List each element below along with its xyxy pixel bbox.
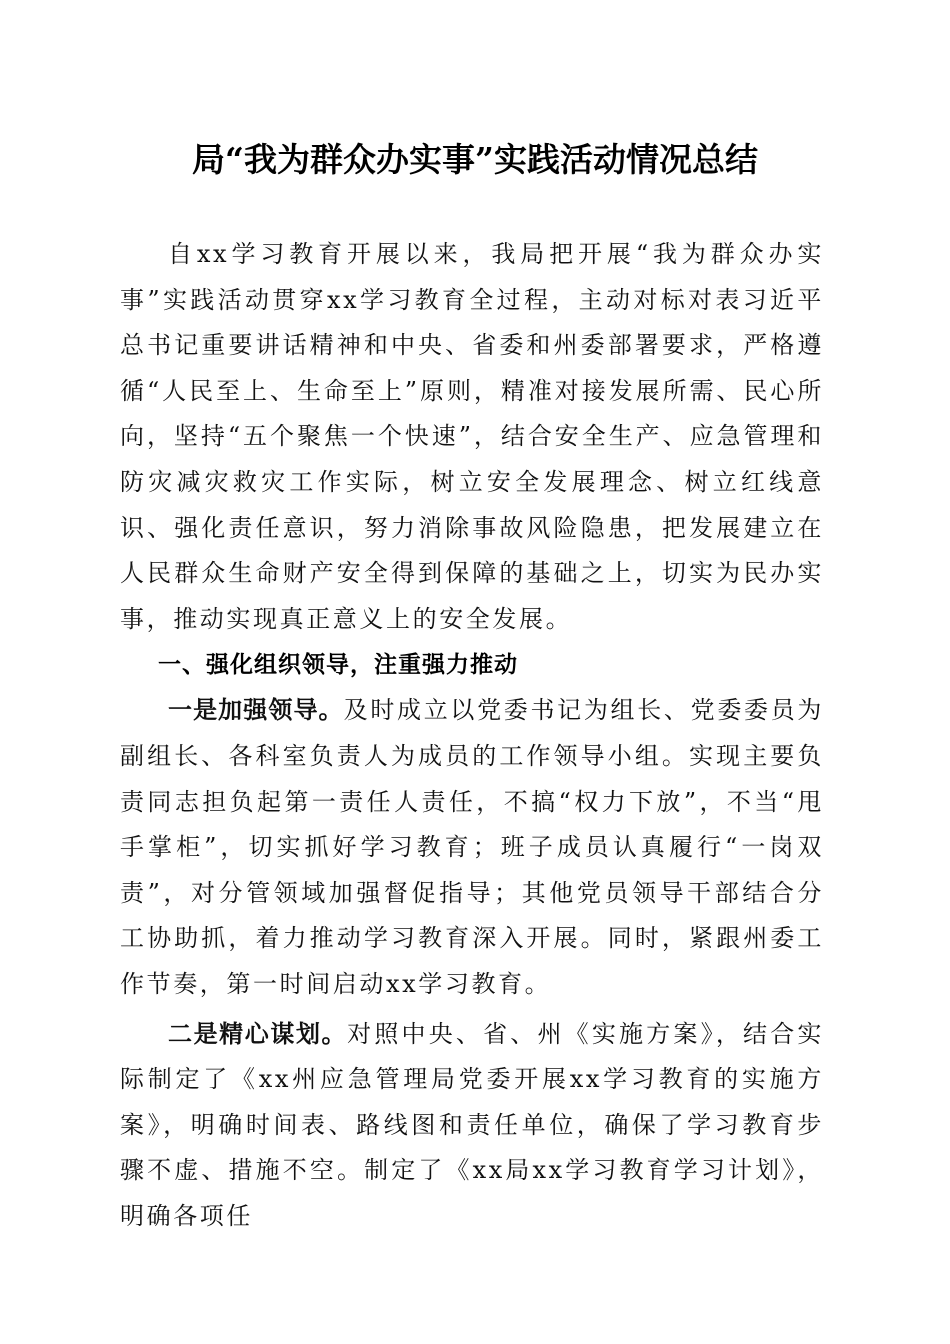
document-title: 局“我为群众办实事”实践活动情况总结 xyxy=(192,140,758,179)
paragraph-lead: 二是精心谋划。 xyxy=(168,1019,348,1048)
section-paragraph-2 xyxy=(120,1012,824,1240)
section-paragraph-1 xyxy=(120,688,824,1007)
paragraph-lead: 一是加强领导。 xyxy=(168,696,344,725)
paragraph-text: 对照中央、省、州《实施方案》，结合实际制定了《xx州应急管理局党委开展xx学习教育的实施方案》，明确时间表、路线图和责任单位，确保了学习教育步骤不虚、措施不空。制定了《xx局xx学习教育学习计划》，明确各项任 xyxy=(120,1019,824,1230)
paragraph-text: 及时成立以党委书记为组长、党委委员为副组长、各科室负责人为成员的工作领导小组。实现主要负责同志担负起第一责任人责任，不搞“权力下放”，不当“甩手掌柜”，切实抓好学习教育；班子成员认真履行“一岗双责”，对分管领域加强督促指导；其他党员领导干部结合分工协助抓，着力推动学习教育深入开展。同时，紧跟州委工作节奏，第一时间启动xx学习教育。 xyxy=(120,696,824,998)
intro-paragraph: 自xx学习教育开展以来，我局把开展“我为群众办实事”实践活动贯穿xx学习教育全过程，主动对标对表习近平总书记重要讲话精神和中央、省委和州委部署要求，严格遵循“人民至上、生命至上”原则，精准对接发展所需、民心所向，坚持“五个聚焦一个快速”，结合安全生产、应急管理和防灾减灾救灾工作实际，树立安全发展理念、树立红线意识、强化责任意识，努力消除事故风险隐患，把发展建立在人民群众生命财产安全得到保障的基础之上，切实为民办实事，推动实现真正意义上的安全发展。 xyxy=(120,240,824,633)
section-heading: 一、强化组织领导，注重强力推动 xyxy=(158,652,518,679)
document-body xyxy=(120,232,824,1239)
